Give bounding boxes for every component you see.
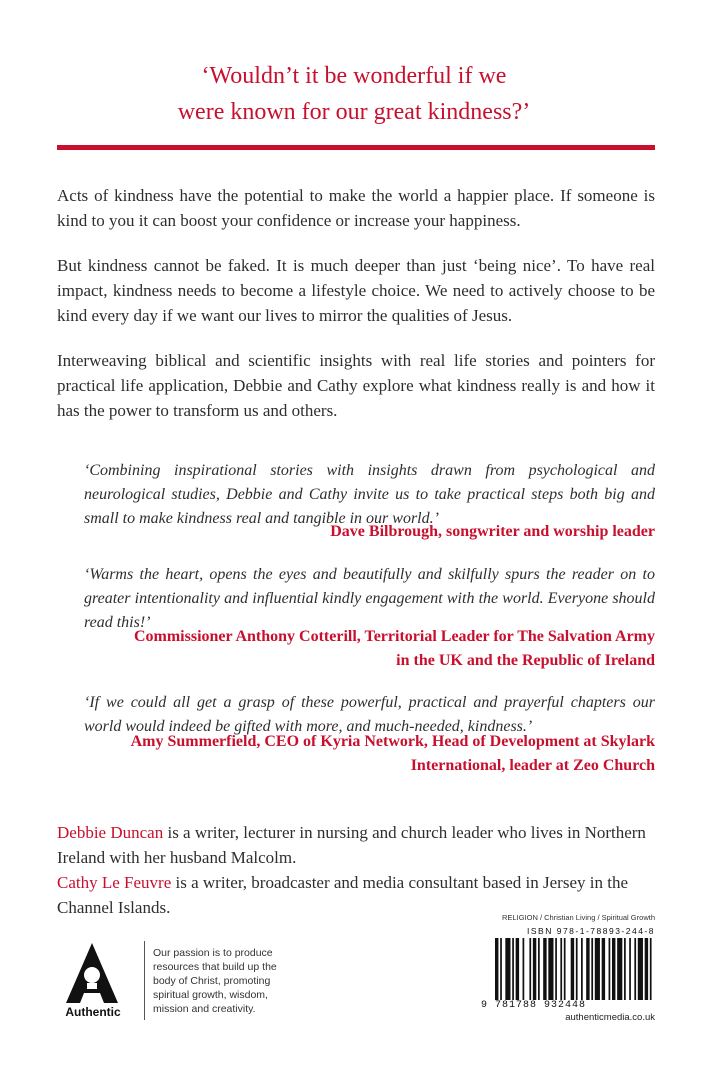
author-name: Cathy Le Feuvre xyxy=(57,873,172,892)
attribution-line: International, leader at Zeo Church xyxy=(410,757,655,774)
publisher-website: authenticmedia.co.uk xyxy=(565,1012,655,1023)
publisher-mission: Our passion is to produce resources that build up the body of Christ, promoting spiritual growth, wisdom, mission and creativity. xyxy=(153,947,277,1015)
author-name: Debbie Duncan xyxy=(57,823,164,842)
isbn-label: ISBN 978-1-78893-244-8 xyxy=(527,926,655,936)
endorsement-quote: ‘Warms the heart, opens the eyes and beautifully and skilfully spurs the reader on to greater intentionality and influential kindly engagement with the world. Everyone should read this!’ xyxy=(84,566,655,631)
book-category: RELIGION / Christian Living / Spiritual Growth xyxy=(502,913,655,922)
blurb-paragraph: Acts of kindness have the potential to make the world a happier place. If someone is kind to you it can boost your confidence or increase your happiness. xyxy=(57,186,655,230)
author-bio-text: is a writer, broadcaster and media consultant based in Jersey in the Channel Islands. xyxy=(57,873,629,917)
attribution-line: Amy Summerfield, CEO of Kyria Network, Head of Development at Skylark xyxy=(130,733,655,750)
cover-headline xyxy=(0,58,708,130)
endorsement-attribution xyxy=(55,730,655,778)
author-bio-text: is a writer, lecturer in nursing and church leader who lives in Northern Ireland with her husband Malcolm. xyxy=(57,823,646,867)
publisher-logo-text: Authentic xyxy=(65,1005,121,1019)
barcode-icon xyxy=(495,938,655,1000)
barcode-number: 9 781788 932448 xyxy=(481,1000,587,1011)
endorsement-attribution xyxy=(55,520,655,544)
book-blurb xyxy=(57,183,655,443)
headline-line-1: ‘Wouldn’t it be wonderful if we xyxy=(201,63,507,89)
author-bio xyxy=(57,820,655,870)
blurb-paragraph: But kindness cannot be faked. It is much deeper than just ‘being nice’. To have real impact, kindness needs to become a lifestyle choice. We need to actively choose to be kind every day if we want our lives to mirror the qualities of Jesus. xyxy=(57,256,655,325)
attribution-line: Dave Bilbrough, songwriter and worship leader xyxy=(330,523,655,540)
endorsement-quote: ‘Combining inspirational stories with insights drawn from psychological and neurological studies, Debbie and Cathy invite us to take practical steps both big and small to make kindness real and tangible in our world.’ xyxy=(84,462,655,527)
endorsement-quote: ‘If we could all get a grasp of these powerful, practical and prayerful chapters our world would indeed be gifted with more, and much-needed, kindness.’ xyxy=(84,694,655,735)
attribution-line: Commissioner Anthony Cotterill, Territorial Leader for The Salvation Army xyxy=(133,628,655,645)
attribution-line: in the UK and the Republic of Ireland xyxy=(396,652,655,669)
blurb-paragraph: Interweaving biblical and scientific insights with real life stories and pointers for practical life application, Debbie and Cathy explore what kindness really is and how it has the power to transform us and others. xyxy=(57,351,655,420)
endorsement-attribution xyxy=(55,625,655,673)
logo-divider xyxy=(144,941,145,1020)
author-bios xyxy=(57,820,655,920)
headline-divider xyxy=(57,145,655,150)
headline-line-2: were known for our great kindness?’ xyxy=(177,99,531,125)
